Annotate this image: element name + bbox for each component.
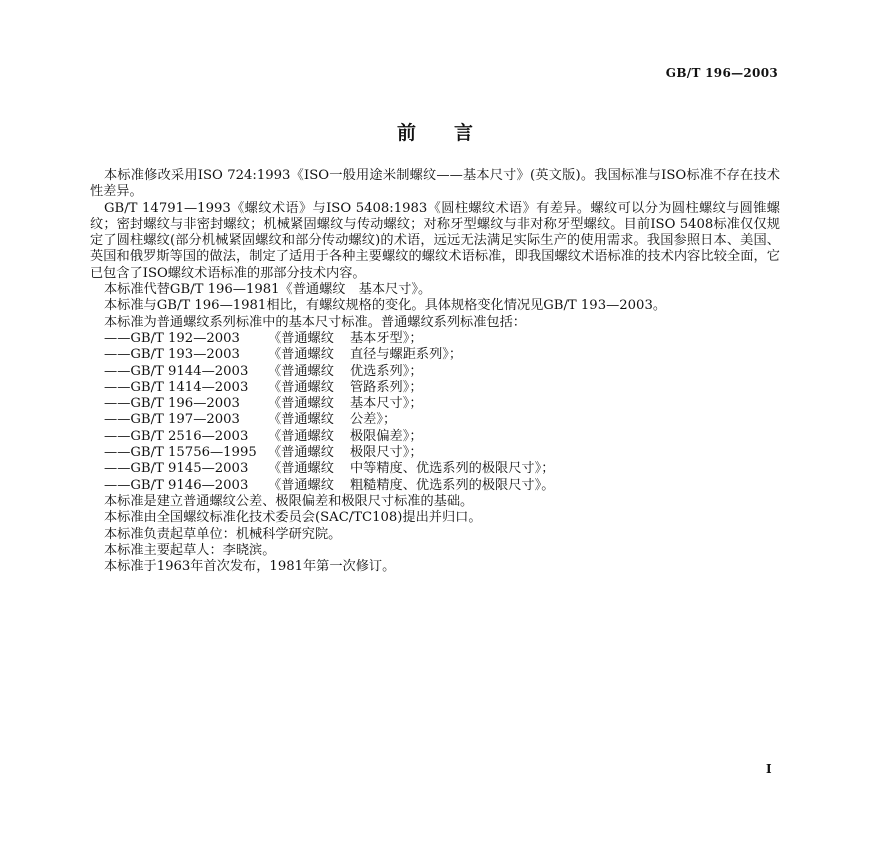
standard-code: ——GB/T 196—2003 bbox=[104, 396, 240, 412]
foreword-body bbox=[90, 168, 780, 575]
standard-name: 基本牙型》； bbox=[350, 330, 423, 346]
standard-series: 《普通螺纹 bbox=[268, 347, 334, 363]
standard-code: ——GB/T 9144—2003 bbox=[104, 363, 249, 379]
standard-code: ——GB/T 9146—2003 bbox=[104, 477, 249, 493]
list-item bbox=[90, 396, 780, 412]
standard-name: 粗糙精度、优选系列的极限尺寸》。 bbox=[350, 477, 555, 493]
paragraph: 本标准是建立普通螺纹公差、极限偏差和极限尺寸标准的基础。 bbox=[104, 493, 474, 509]
series-list bbox=[90, 331, 780, 494]
standard-code: ——GB/T 197—2003 bbox=[104, 412, 240, 428]
standard-series: 《普通螺纹 bbox=[268, 477, 334, 493]
standard-code: ——GB/T 2516—2003 bbox=[104, 428, 249, 444]
standard-series: 《普通螺纹 bbox=[268, 396, 334, 412]
list-item bbox=[90, 412, 780, 428]
standard-name: 基本尺寸》； bbox=[350, 396, 423, 412]
page-number: I bbox=[766, 762, 772, 776]
standard-series: 《普通螺纹 bbox=[268, 379, 334, 395]
standard-name: 中等精度、优选系列的极限尺寸》； bbox=[350, 461, 555, 477]
standard-code: ——GB/T 9145—2003 bbox=[104, 461, 249, 477]
standard-name: 直径与螺距系列》； bbox=[350, 347, 463, 363]
list-item bbox=[90, 461, 780, 477]
standard-name: 公差》； bbox=[350, 412, 397, 428]
standard-series: 《普通螺纹 bbox=[268, 445, 334, 461]
list-item bbox=[90, 380, 780, 396]
standard-name: 极限尺寸》； bbox=[350, 445, 423, 461]
list-item bbox=[90, 347, 780, 363]
standard-code: ——GB/T 192—2003 bbox=[104, 330, 240, 346]
list-item bbox=[90, 364, 780, 380]
paragraph: 本标准修改采用ISO 724:1993《ISO一般用途米制螺纹——基本尺寸》(英文版)。我国标准与ISO标准不存在技术性差异。 bbox=[90, 168, 780, 200]
standard-name: 优选系列》； bbox=[350, 363, 423, 379]
standard-series: 《普通螺纹 bbox=[268, 412, 334, 428]
paragraph: 本标准为普通螺纹系列标准中的基本尺寸标准。普通螺纹系列标准包括： bbox=[104, 314, 526, 330]
paragraph: GB/T 14791—1993《螺纹术语》与ISO 5408:1983《圆柱螺纹术语》有差异。螺纹可以分为圆柱螺纹与圆锥螺纹；密封螺纹与非密封螺纹；机械紧固螺纹与传动螺纹；对称牙型螺纹与非对称牙型螺纹。目前ISO 5408标准仅仅规定了圆柱螺纹(部分机械紧固螺纹和部分传动螺纹)的术语，远远无法满足实际生产的使用需求。我国参照日本、美国、英国和俄罗斯等国的做法，制定了适用于各种主要螺纹的螺纹术语标准，即我国螺纹术语标准的技术内容比较全面，它已包含了ISO螺纹术语标准的那部分技术内容。 bbox=[90, 200, 780, 281]
page-title: 前言 bbox=[396, 122, 511, 144]
paragraph: 本标准与GB/T 196—1981相比，有螺纹规格的变化。具体规格变化情况见GB/T 193—2003。 bbox=[104, 298, 667, 314]
standard-number: GB/T 196—2003 bbox=[665, 66, 778, 80]
standard-name: 管路系列》； bbox=[350, 379, 423, 395]
paragraph: 本标准主要起草人：李晓滨。 bbox=[104, 542, 276, 558]
standard-name: 极限偏差》； bbox=[350, 428, 423, 444]
standard-series: 《普通螺纹 bbox=[268, 461, 334, 477]
paragraph: 本标准由全国螺纹标准化技术委员会(SAC/TC108)提出并归口。 bbox=[104, 510, 482, 526]
paragraph: 本标准负责起草单位：机械科学研究院。 bbox=[104, 526, 342, 542]
paragraph: 本标准于1963年首次发布，1981年第一次修订。 bbox=[104, 559, 396, 575]
list-item bbox=[90, 445, 780, 461]
standard-series: 《普通螺纹 bbox=[268, 330, 334, 346]
standard-code: ——GB/T 1414—2003 bbox=[104, 379, 249, 395]
list-item bbox=[90, 478, 780, 494]
list-item bbox=[90, 429, 780, 445]
standard-code: ——GB/T 193—2003 bbox=[104, 347, 240, 363]
paragraph: 本标准代替GB/T 196—1981《普通螺纹 基本尺寸》。 bbox=[104, 282, 432, 298]
standard-series: 《普通螺纹 bbox=[268, 363, 334, 379]
standard-code: ——GB/T 15756—1995 bbox=[104, 445, 257, 461]
standard-series: 《普通螺纹 bbox=[268, 428, 334, 444]
list-item bbox=[90, 331, 780, 347]
